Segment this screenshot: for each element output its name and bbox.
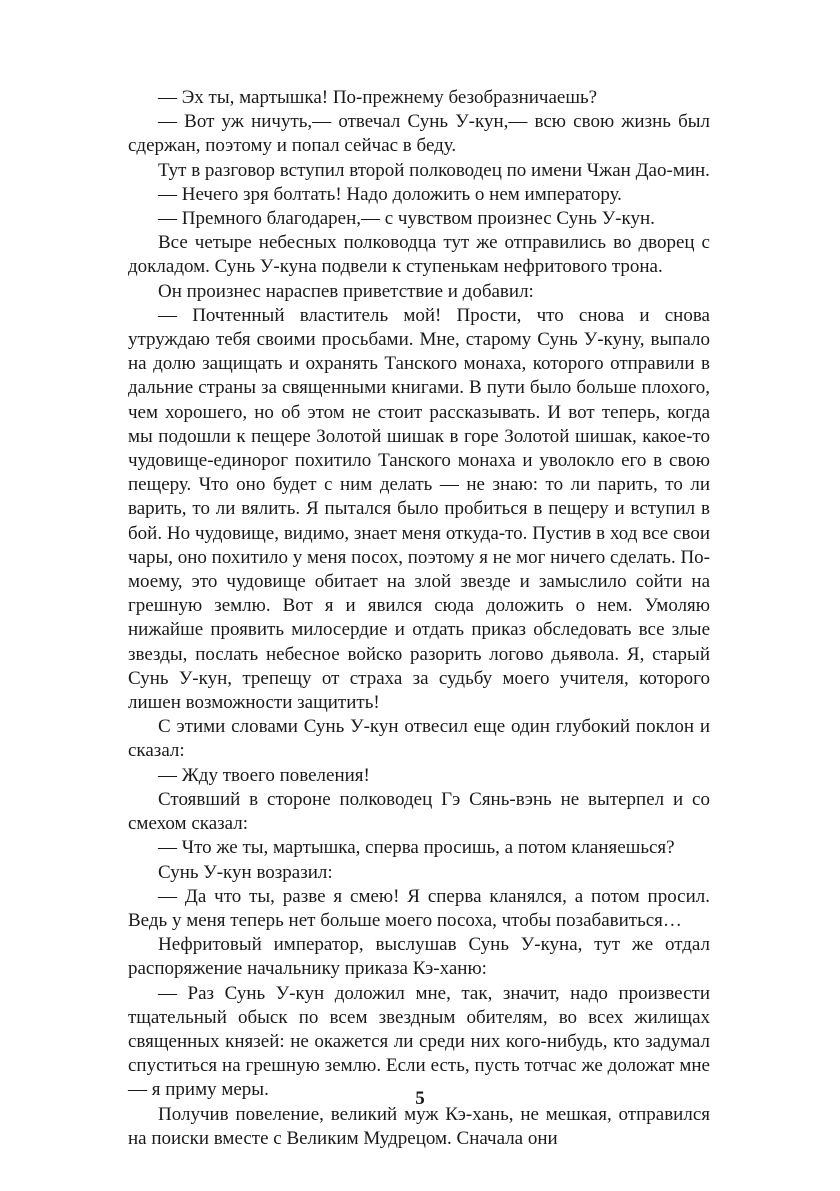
paragraph: — Да что ты, разве я смею! Я сперва кланялся, а потом просил. Ведь у меня теперь нет больше моего посоха, чтобы позабавиться…	[128, 885, 710, 931]
paragraph: — Почтенный властитель мой! Прости, что снова и снова утруждаю тебя своими просьбами. Мне, старому Сунь У-куну, выпало на долю защищать и охранять Танского монаха, которого отправили в дальние страны за священными книгами. В пути было больше плохого, чем хорошего, но об этом не стоит рассказывать. И вот теперь, когда мы подошли к пещере Золотой шишак в горе Золотой шишак, какое-то чудовище-единорог похитило Танского монаха и уволокло его в свою пещеру. Что оно будет с ним делать — не знаю: то ли парить, то ли варить, то ли вялить. Я пытался было пробиться в пещеру и вступил в бой. Но чудовище, видимо, знает меня откуда-то. Пустив в ход все свои чары, оно похитило у меня посох, поэтому я не мог ничего сделать. По-моему, это чудовище обитает на злой звезде и замыслило сойти на грешную землю. Вот я и явился сюда доложить о нем. Умоляю нижайше проявить милосердие и отдать приказ обследовать все злые звезды, послать небесное войско разорить логово дьявола. Я, старый Сунь У-кун, трепещу от страха за судьбу моего учителя, которого лишен возможности защитить!	[128, 304, 710, 714]
paragraph: — Жду твоего повеления!	[158, 764, 370, 786]
paragraph: — Что же ты, мартышка, сперва просишь, а потом кланяешься?	[158, 837, 675, 859]
paragraph: Сунь У-кун возразил:	[158, 861, 333, 883]
paragraph: Тут в разговор вступил второй полководец по имени Чжан Дао-мин.	[158, 159, 710, 181]
paragraph: — Премного благодарен,— с чувством произнес Сунь У-кун.	[158, 208, 655, 230]
paragraph: — Вот уж ничуть,— отвечал Сунь У-кун,— всю свою жизнь был сдержан, поэтому и попал сейчас в беду.	[128, 111, 710, 157]
body-text	[128, 86, 710, 1151]
paragraph: Он произнес нараспев приветствие и добавил:	[158, 280, 534, 302]
paragraph: Все четыре небесных полководца тут же отправились во дворец с докладом. Сунь У-куна подвели к ступенькам нефритового трона.	[128, 232, 710, 278]
paragraph: — Раз Сунь У-кун доложил мне, так, значит, надо произвести тщательный обыск по всем звездным обителям, во всех жилищах священных князей: не окажется ли среди них кого-нибудь, кто задумал спуститься на грешную землю. Если есть, пусть тотчас же доложат мне — я приму меры.	[128, 982, 710, 1101]
paragraph: С этими словами Сунь У-кун отвесил еще один глубокий поклон и сказал:	[128, 716, 710, 762]
paragraph: Получив повеление, великий муж Кэ-хань, не мешкая, отправился на поиски вместе с Великим Мудрецом. Сначала они	[128, 1103, 710, 1149]
paragraph: Стоявший в стороне полководец Гэ Сянь-вэнь не вытерпел и со смехом сказал:	[128, 788, 710, 835]
page-number: 5	[415, 1088, 425, 1109]
paragraph: Нефритовый император, выслушав Сунь У-куна, тут же отдал распоряжение начальнику приказа Кэ-ханю:	[128, 934, 710, 980]
paragraph: — Эх ты, мартышка! По-прежнему безобразничаешь?	[158, 87, 598, 108]
paragraph: — Нечего зря болтать! Надо доложить о нем императору.	[158, 183, 622, 205]
